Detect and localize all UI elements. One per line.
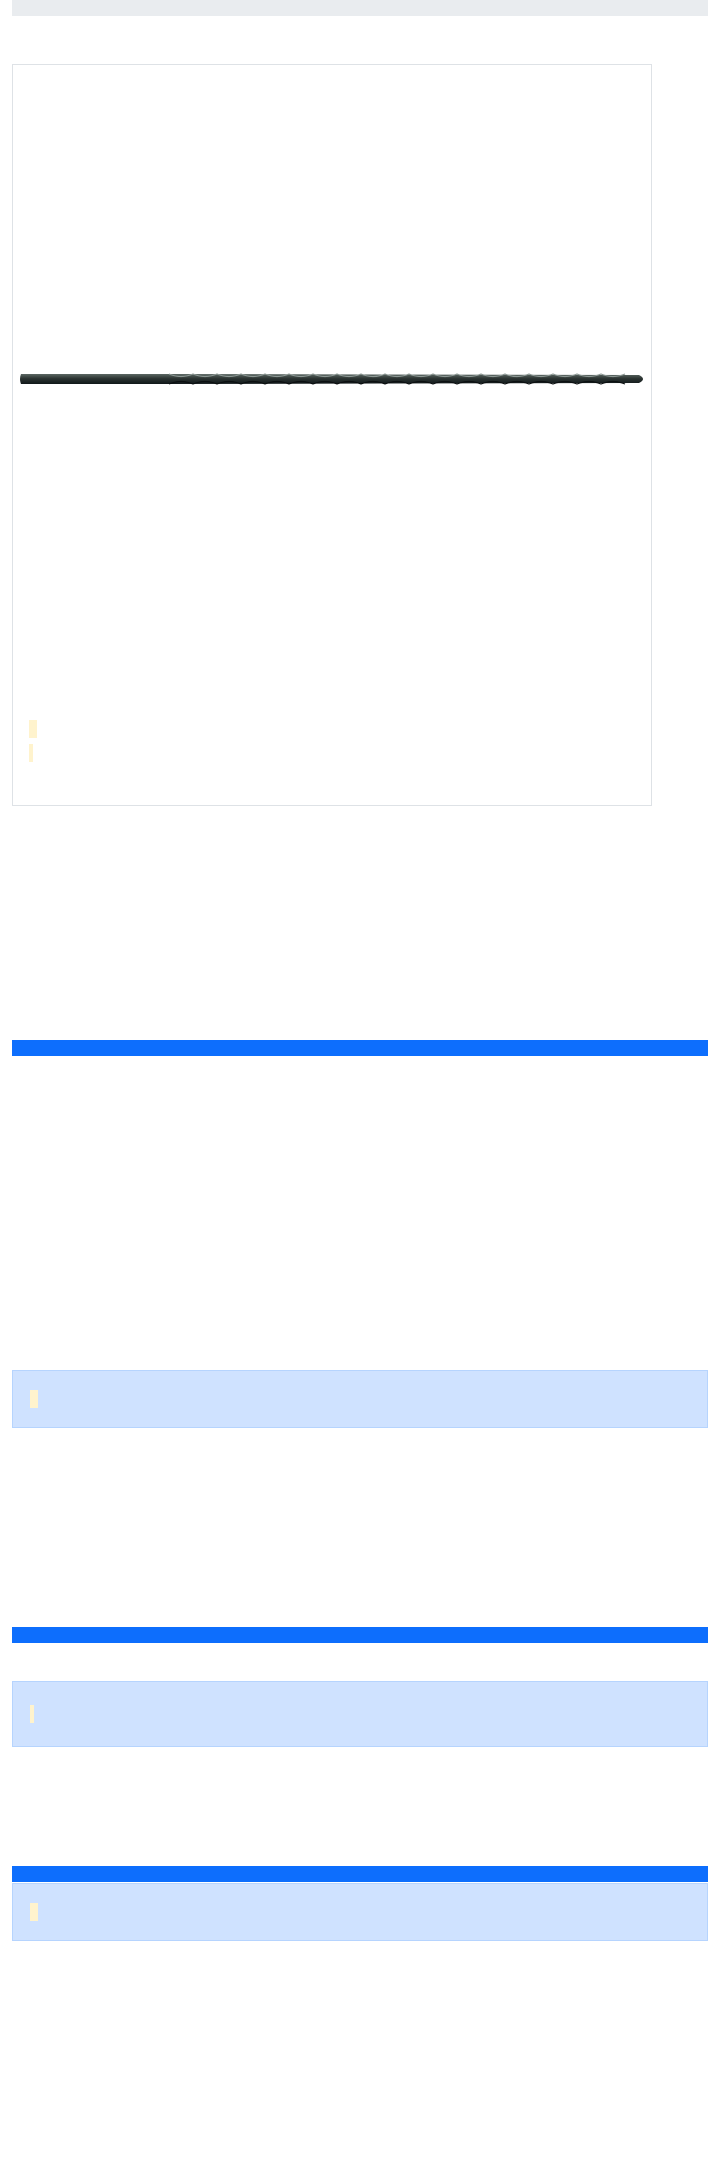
image-note-line3 [29,741,37,765]
spec-notice [12,1370,708,1428]
highlight [33,720,37,738]
vat-highlight [34,1903,38,1921]
inquiry-progress-fill [12,1627,708,1643]
top-progress-track [12,0,708,16]
inquiry-progress [12,1627,708,1643]
route-highlight [30,1705,34,1723]
spec-progress [12,1040,708,1056]
spec-progress-fill [12,1040,708,1056]
product-image-frame [12,64,652,806]
image-note-line2 [29,717,37,741]
drill-product-image [19,370,647,388]
highlight [29,744,33,762]
inquiry-notice [12,1681,708,1747]
detail-progress [12,1866,708,1882]
image-description-note [29,717,37,765]
inquiry-highlight [34,1390,38,1408]
detail-notice [12,1883,708,1941]
detail-progress-fill [12,1866,708,1882]
